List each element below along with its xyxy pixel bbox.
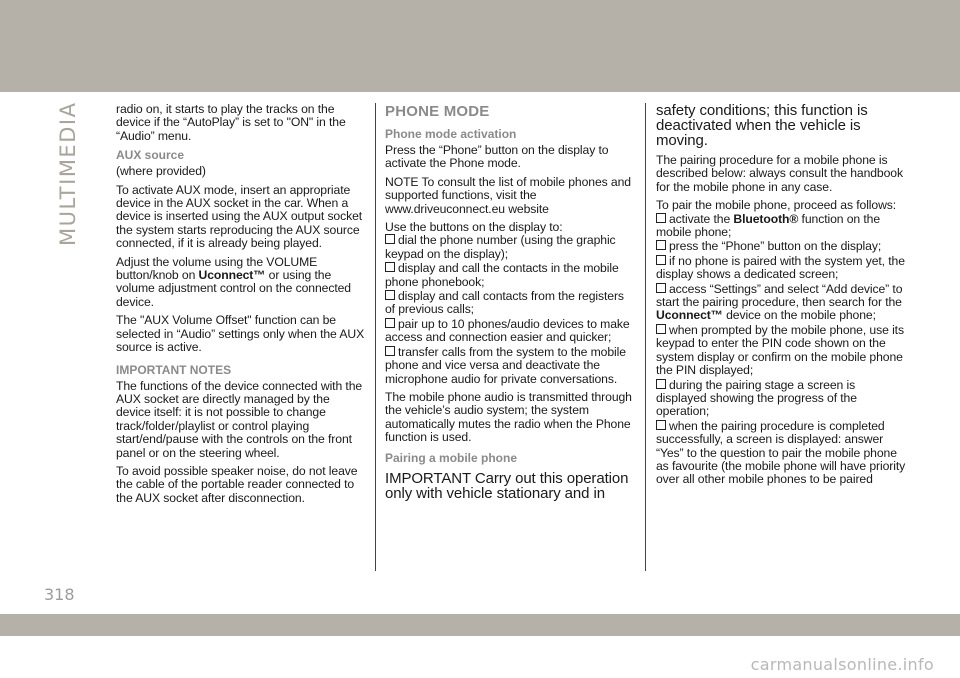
column-2 [385, 103, 633, 507]
page-number: 318 [44, 585, 75, 604]
note: NOTE To consult the list of mobile phones and supported functions, visit the www.driveuconnect.eu website [385, 174, 631, 216]
list-item [656, 379, 908, 419]
paragraph: The functions of the device connected with the AUX socket are directly managed by the device itself: it is not possible to change track/folder/playlist or control playing start/end/pause with the controls on the front panel or on the steering wheel. [116, 378, 363, 460]
list-item-text: when the pairing procedure is completed successfully, a screen is displayed: answer “Yes” to the question to pair the mobile phone as favourite (the mobile phone will have priority over all other mobile phones to be paired [656, 418, 906, 487]
paragraph: (where provided) [116, 164, 206, 179]
paragraph: The mobile phone audio is transmitted through the vehicle’s audio system; the system automatically mutes the radio when the Phone function is used. [385, 389, 632, 445]
paragraph: The pairing procedure for a mobile phone is described below: always consult the handbook for the mobile phone in any case. [656, 153, 903, 194]
checkbox-bullet-icon [656, 213, 666, 223]
checkbox-bullet-icon [656, 240, 666, 250]
list-item [385, 318, 633, 345]
paragraph: radio on, it starts to play the tracks on the device if the “AutoPlay” is set to "ON" in the “Audio” menu. [116, 102, 346, 143]
text: access “Settings” and select “Add device” to start the pairing procedure, then search for the [656, 281, 903, 310]
section-side-label: MULTIMEDIA [56, 101, 80, 246]
paragraph: To activate AUX mode, insert an appropriate device in the AUX socket in the car. When a device is inserted using the AUX output socket the system starts reproducing the AUX source connected, if it is already being played. [116, 182, 363, 251]
paragraph: To pair the mobile phone, proceed as follows: [656, 198, 897, 213]
list-item [385, 290, 633, 317]
checkbox-bullet-icon [385, 346, 395, 356]
list-item-text: press the “Phone” button on the display; [669, 239, 882, 254]
list-item [656, 255, 908, 282]
uconnect-term: Uconnect™ [656, 308, 723, 323]
paragraph: To avoid possible speaker noise, do not leave the cable of the portable reader connected to the AUX socket after disconnection. [116, 463, 358, 505]
checkbox-bullet-icon [385, 290, 395, 300]
footer-band [0, 614, 960, 636]
aux-source-heading: AUX source [116, 148, 185, 163]
list-item-text: display and call the contacts in the mobile phone phonebook; [385, 261, 619, 289]
checkbox-bullet-icon [656, 324, 666, 334]
list-item-text: display and call contacts from the registers of previous calls; [385, 289, 624, 317]
pairing-heading: Pairing a mobile phone [385, 450, 518, 465]
column-3 [656, 103, 908, 488]
phone-mode-heading: PHONE MODE [385, 103, 490, 120]
list-item-text: transfer calls from the system to the mobile phone and vice versa and deactivate the microphone audio for private conversations. [385, 344, 626, 386]
column-divider [375, 103, 376, 571]
column-divider [645, 103, 646, 571]
paragraph: The "AUX Volume Offset" function can be selected in “Audio” settings only when the AUX source is active. [116, 313, 365, 355]
bluetooth-term: Bluetooth® [733, 211, 799, 226]
checkbox-bullet-icon [656, 420, 666, 430]
paragraph [116, 256, 366, 310]
list-item-text: when prompted by the mobile phone, use its keypad to enter the PIN code shown on the system display or confirm on the mobile phone the PIN displayed; [656, 322, 904, 378]
paragraph: Press the “Phone” button on the display to activate the Phone mode. [385, 143, 609, 171]
list-item [656, 324, 908, 378]
list-item-text: pair up to 10 phones/audio devices to make access and connection easier and quicker; [385, 316, 630, 345]
phone-mode-activation-heading: Phone mode activation [385, 127, 517, 141]
checkbox-bullet-icon [656, 255, 666, 265]
uconnect-term: Uconnect™ [198, 268, 266, 283]
list-item [656, 213, 908, 240]
header-band [0, 0, 960, 92]
list-item [385, 262, 633, 289]
list-item-text: if no phone is paired with the system yet, the display shows a dedicated screen; [656, 253, 905, 282]
paragraph: Use the buttons on the display to: [385, 220, 563, 235]
list-item [656, 283, 908, 323]
checkbox-bullet-icon [656, 379, 666, 389]
column-1 [116, 103, 366, 510]
list-item [656, 420, 908, 487]
list-item [656, 240, 908, 253]
important-notes-heading: IMPORTANT NOTES [116, 362, 232, 377]
text: function on the mobile phone; [656, 211, 881, 240]
text: device on the mobile phone; [722, 308, 876, 323]
important-note: IMPORTANT Carry out this operation only with vehicle stationary and in [385, 469, 629, 502]
important-note-continued: safety conditions; this function is deactivated when the vehicle is moving. [656, 102, 868, 149]
text: or using the volume adjustment control on the connected device. [116, 268, 351, 309]
list-item [385, 346, 633, 386]
list-item-text: during the pairing stage a screen is displayed showing the progress of the operation; [656, 377, 857, 419]
checkbox-bullet-icon [385, 234, 395, 244]
checkbox-bullet-icon [656, 283, 666, 293]
text: Adjust the volume using the VOLUME button/knob on [116, 254, 318, 283]
list-item [385, 234, 633, 261]
checkbox-bullet-icon [385, 262, 395, 272]
list-item-text: dial the phone number (using the graphic keypad on the display); [385, 233, 616, 261]
watermark: carmanualsonline.info [750, 655, 934, 674]
text: activate the [669, 211, 734, 226]
checkbox-bullet-icon [385, 318, 395, 328]
